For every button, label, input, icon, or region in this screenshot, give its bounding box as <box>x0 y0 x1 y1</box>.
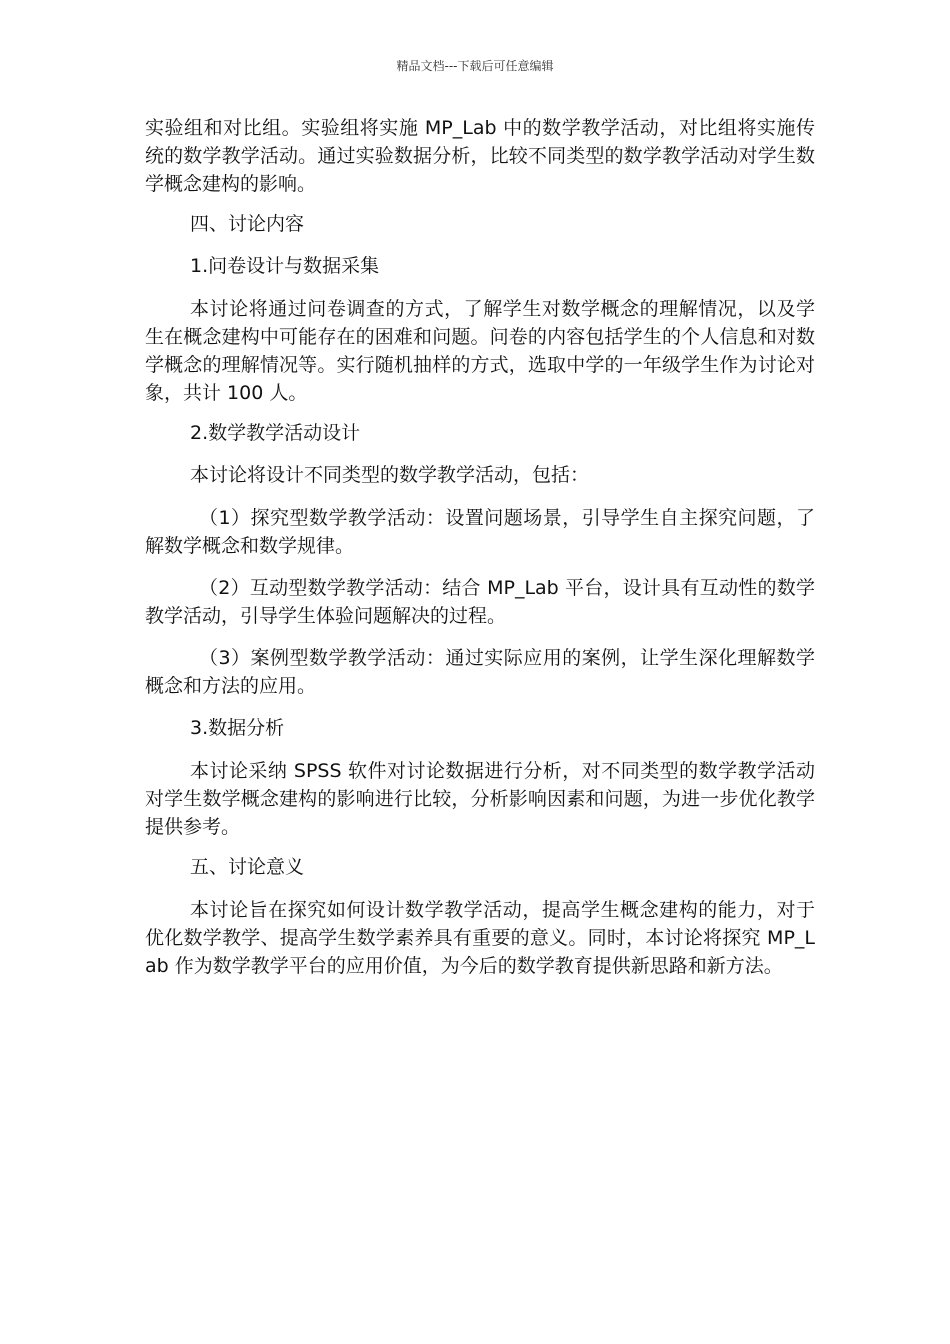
subsection-heading-questionnaire: 1.问卷设计与数据采集 <box>190 255 380 277</box>
paragraph-activity-types-intro: 本讨论将设计不同类型的数学教学活动，包括： <box>190 464 590 486</box>
section-heading-significance: 五、讨论意义 <box>190 856 305 878</box>
list-item-exploratory-activity: （1）探究型数学教学活动：设置问题场景，引导学生自主探究问题，了解数学概念和数学规律。 <box>145 507 815 557</box>
paragraph-data-analysis: 本讨论采纳 SPSS 软件对讨论数据进行分析，对不同类型的数学教学活动对学生数学概念建构的影响进行比较，分析影响因素和问题，为进一步优化教学提供参考。 <box>145 760 815 838</box>
list-item-interactive-activity: （2）互动型数学教学活动：结合 MP_Lab 平台，设计具有互动性的数学教学活动，引导学生体验问题解决的过程。 <box>145 577 815 627</box>
paragraph-significance: 本讨论旨在探究如何设计数学教学活动，提高学生概念建构的能力，对于优化数学教学、提高学生数学素养具有重要的意义。同时，本讨论将探究 MP_Lab 作为数学教学平台的应用价值，为今后的数学教育提供新思路和新方法。 <box>145 899 815 977</box>
subsection-heading-activity-design: 2.数学教学活动设计 <box>190 422 361 444</box>
section-heading-discussion-content: 四、讨论内容 <box>190 213 305 235</box>
document-body <box>145 114 815 980</box>
paragraph-questionnaire: 本讨论将通过问卷调查的方式，了解学生对数学概念的理解情况，以及学生在概念建构中可能存在的困难和问题。问卷的内容包括学生的个人信息和对数学概念的理解情况等。实行随机抽样的方式，选取中学的一年级学生作为讨论对象，共计 100 人。 <box>145 298 815 404</box>
list-item-case-activity: （3）案例型数学教学活动：通过实际应用的案例，让学生深化理解数学概念和方法的应用。 <box>145 647 815 697</box>
paragraph-experiment-groups: 实验组和对比组。实验组将实施 MP_Lab 中的数学教学活动，对比组将实施传统的数学教学活动。通过实验数据分析，比较不同类型的数学教学活动对学生数学概念建构的影响。 <box>145 117 815 195</box>
page-header: 精品文档---下载后可任意编辑 <box>396 59 554 73</box>
subsection-heading-data-analysis: 3.数据分析 <box>190 717 285 739</box>
